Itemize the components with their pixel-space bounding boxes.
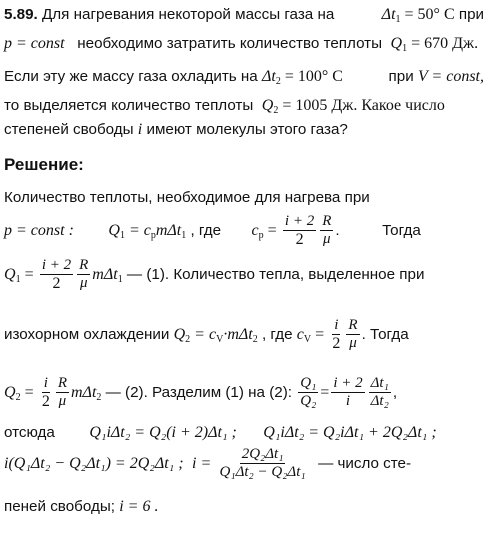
- problem-line-2: [4, 35, 484, 58]
- solution-line-6: [4, 424, 484, 442]
- solution-text: — (2). Разделим (1) на (2):: [105, 384, 292, 401]
- solution-line-1: [4, 189, 484, 207]
- formula-mdt1: mΔt$_1$: [92, 266, 123, 285]
- solution-text: — (1). Количество тепла, выделенное при: [126, 266, 425, 283]
- formula-v-const: V = const,: [417, 68, 484, 85]
- solution-text: — число сте-: [318, 455, 412, 472]
- problem-text: необходимо затратить количество теплоты: [77, 35, 383, 52]
- solution-text: , где: [261, 326, 293, 343]
- problem-text: степеней свободы: [4, 121, 134, 138]
- problem-text: при: [388, 68, 414, 85]
- problem-number: 5.89.: [4, 6, 38, 23]
- fraction-i-plus-2-over-2: $\frac{i + 2}{2}$: [41, 257, 72, 293]
- formula-eq-2: Q₁iΔt₂ = Q₂iΔt₁ + 2Q₂Δt₁ ;: [263, 424, 437, 441]
- problem-text: при: [458, 6, 484, 23]
- fraction-i-over-2: $\frac{i}{2}$: [332, 317, 341, 353]
- problem-text: Для нагревания некоторой массы газа на: [42, 6, 335, 23]
- formula-q2: $Q_2$ =: [4, 384, 34, 403]
- solution-text: изохорном охлаждении: [4, 326, 170, 343]
- solution-line-4: [4, 317, 484, 353]
- solution-line-2: p = const : $Q_1 = c_pm\Delta t_1$ , где $c_p$ = $\frac{i + 2}{2}$ $\frac{R}{\mu}$ . Тогда: [4, 213, 421, 249]
- formula-cp: $c_p$ =: [251, 222, 277, 241]
- solution-line-3: [4, 257, 484, 293]
- answer: i = 6 .: [119, 498, 159, 515]
- formula-dt2: $\Delta t_2 = 100^\circ$ C: [261, 68, 343, 87]
- fraction-r-over-mu: $\frac{R}{\mu}$: [79, 257, 89, 292]
- fraction-i-result: $\frac{\text{2Q₂Δt₁}}{\text{Q₁Δt₂ − Q₂Δt₁}}$: [219, 446, 306, 481]
- fraction-i-plus-2-over-i: $\frac{i + 2}{i}$: [333, 375, 363, 410]
- formula-p-const: p = const: [4, 35, 65, 52]
- formula-eq-1: Q₁iΔt₂ = Q₂(i + 2)Δt₁ ;: [89, 424, 237, 441]
- formula-p-const: p = const :: [4, 222, 74, 239]
- formula-eq-3: i(Q₁Δt₂ − Q₂Δt₁) = 2Q₂Δt₁ ;: [4, 455, 184, 472]
- solution-line-5: $Q_2$ = $\frac{i}{2}$ $\frac{R}{\mu}$ mΔt$_2$ — (2). Разделим (1) на (2): $\frac{\text{Q₁}}{\text{Q₂}}$ = $\frac{i + 2}{i}$ $\frac{\text{Δt₁}}{\text{Δt₂}}$ ,: [4, 375, 398, 411]
- solution-text: Тогда: [382, 222, 421, 239]
- problem-line-1: [4, 6, 484, 29]
- solution-line-7: [4, 446, 484, 482]
- fraction-i-over-2: $\frac{i}{2}$: [41, 375, 50, 411]
- fraction-dt1-over-dt2: $\frac{\text{Δt₁}}{\text{Δt₂}}$: [370, 375, 389, 410]
- problem-text: то выделяется количество теплоты: [4, 97, 254, 114]
- solution-text: Количество теплоты, необходимое для нагрева при: [4, 189, 370, 206]
- solution-text: отсюда: [4, 424, 55, 441]
- solution-text: пеней свободы;: [4, 498, 115, 515]
- formula-i-eq: i =: [192, 455, 212, 472]
- formula-dt1: $\Delta t_1 = 50^\circ$ C: [381, 6, 455, 25]
- formula-q1: $Q_1 = 670$ Дж.: [390, 35, 479, 54]
- solution-heading: Решение:: [4, 155, 84, 174]
- formula-q1: $Q_1$ =: [4, 266, 34, 285]
- fraction-q1-over-q2: $\frac{\text{Q₁}}{\text{Q₂}}$: [300, 375, 317, 410]
- solution-text: , где: [190, 222, 222, 239]
- formula-cv: $c_V$ =: [296, 326, 325, 345]
- fraction-r-over-mu: $\frac{R}{\mu}$: [348, 317, 358, 352]
- fraction-r-over-mu: $\frac{R}{\mu}$: [57, 375, 67, 410]
- fraction-r-over-mu: $\frac{R}{\mu}$: [322, 213, 332, 248]
- problem-line-4: [4, 97, 484, 120]
- problem-line-3: [4, 68, 484, 91]
- formula-mdt2: mΔt$_2$: [71, 384, 102, 403]
- fraction-i-plus-2-over-2: $\frac{i + 2}{2}$: [284, 213, 315, 249]
- solution-text: . Тогда: [361, 326, 409, 343]
- problem-text: имеют молекулы этого газа?: [146, 121, 348, 138]
- problem-line-5: [4, 121, 484, 139]
- formula-i: i: [137, 121, 143, 138]
- solution-line-8: [4, 498, 484, 516]
- formula-q1-cp: $Q_1 = c_pm\Delta t_1$: [108, 222, 187, 241]
- formula-q2-cv: $Q_2 = c_V\cdot m\Delta t_2$: [173, 326, 258, 345]
- formula-q2: $Q_2 = 1005$ Дж. Какое число: [261, 97, 445, 116]
- problem-text: Если эту же массу газа охладить на: [4, 68, 258, 85]
